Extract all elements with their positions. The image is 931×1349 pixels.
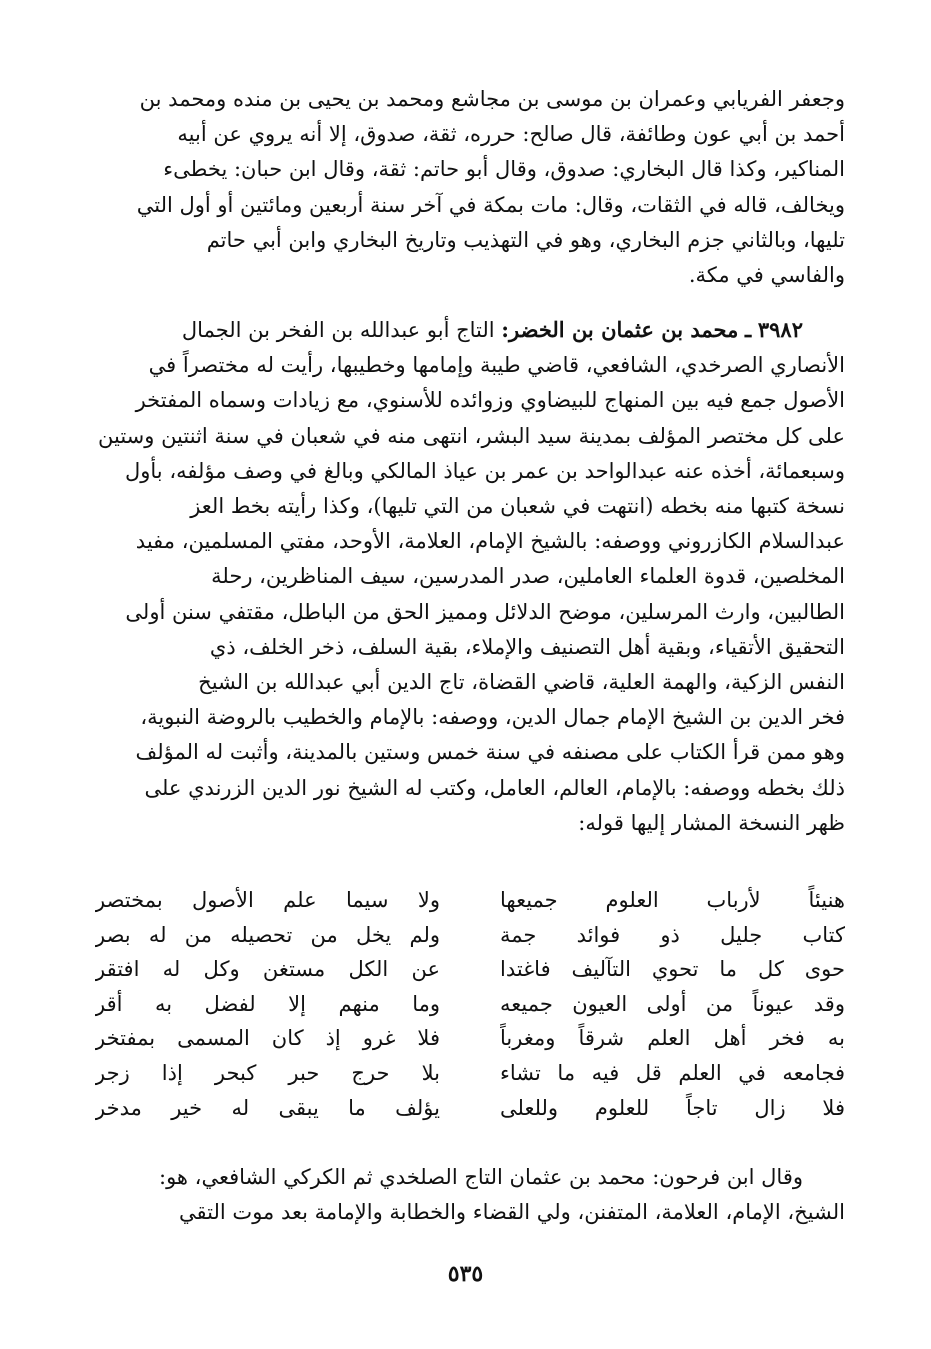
text-line: التحقيق الأتقياء، وبقية أهل التصنيف والإملاء، بقية السلف، ذخر الخلف، ذي bbox=[209, 634, 845, 659]
text-line: الطالبين، وارث المرسلين، موضح الدلائل ومميز الحق من الباطل، مقتفي سنن أولى bbox=[125, 599, 845, 624]
poem-left-column bbox=[95, 883, 440, 1125]
text-line: المناكير، وكذا قال البخاري: صدوق، وقال أبو حاتم: ثقة، وقال ابن حبان: يخطىء bbox=[163, 157, 845, 182]
text-line-content: وقال ابن فرحون: محمد بن عثمان التاج الصلخدي ثم الكركي الشافعي، هو: bbox=[159, 1165, 803, 1189]
text-line: ويخالف، قاله في الثقات، وقال: مات بمكة في آخر سنة أربعين ومائتين أو أول التي bbox=[136, 192, 845, 217]
page-number: ٥٣٥ bbox=[447, 1261, 484, 1287]
text-line: وهو ممن قرأ الكتاب على مصنفه في سنة خمس وستين بالمدينة، وأثبت له المؤلف bbox=[135, 740, 845, 765]
text-line: عبدالسلام الكازروني ووصفه: بالشيخ الإمام، العلامة، الأوحد، مفتي المسلمين، مفيد bbox=[135, 529, 845, 554]
poem bbox=[95, 883, 845, 1143]
hemistich: فلا زال تاجاً للعلوم وللعلى bbox=[500, 1095, 845, 1120]
hemistich: حوى كل ما تحوي التآليف فاغتدا bbox=[500, 957, 845, 982]
text-line: الشيخ، الإمام، العلامة، المتفنن، ولي القضاء والخطابة والإمامة بعد موت التقي bbox=[179, 1200, 845, 1225]
entry-number: ٣٩٨٢ bbox=[757, 317, 803, 342]
entry-first-line: التاج أبو عبدالله بن الفخر بن الجمال bbox=[181, 318, 495, 342]
hemistich: وما منهم إلا لفضل به أقر bbox=[95, 991, 440, 1016]
poem-right-column bbox=[500, 883, 845, 1125]
text-line: النفس الزكية، والهمة العلية، قاضي القضاة، تاج الدين أبي عبدالله بن الشيخ bbox=[198, 670, 845, 695]
hemistich: عن الكل مستغن وكل له افتقر bbox=[95, 957, 440, 982]
text-line: الأصول جمع فيه بين المنهاج للبيضاوي وزوائده للأسنوي، مع زيادات وسماه المفتخر bbox=[135, 388, 845, 413]
text-line bbox=[95, 1160, 845, 1195]
text-line: وجعفر الفريابي وعمران بن موسى بن مجاشع ومحمد بن يحيى بن منده ومحمد بن bbox=[139, 87, 845, 111]
entry-name: محمد بن عثمان بن الخضر: bbox=[501, 317, 739, 342]
paragraph-continuation bbox=[95, 82, 845, 293]
hemistich: ولم يخل من تحصيله من له بصر bbox=[95, 922, 440, 947]
entry-separator: ـ bbox=[745, 317, 752, 342]
text-line: الأنصاري الصرخدي، الشافعي، قاضي طيبة وإمامها وخطيبها، رأيت له مختصراً في bbox=[148, 353, 845, 378]
text-line: والفاسي في مكة. bbox=[688, 263, 845, 288]
biography-entry bbox=[95, 312, 845, 841]
text-line: ظهر النسخة المشار إليها قوله: bbox=[578, 810, 845, 835]
hemistich: وقد عيوناً من أولى العيون جميعه bbox=[500, 991, 845, 1016]
hemistich: فجامعه في العلم قل فيه ما تشاء bbox=[500, 1060, 845, 1085]
text-line: ذلك بخطه ووصفه: بالإمام، العالم، العامل، وكتب له الشيخ نور الدين الزرندي على bbox=[144, 775, 845, 800]
text-line: تليها، وبالثاني جزم البخاري، وهو في التهذيب وتاريخ البخاري وابن أبي حاتم bbox=[206, 227, 845, 252]
text-line: فخر الدين بن الشيخ الإمام جمال الدين، ووصفه: بالإمام والخطيب بالروضة النبوية، bbox=[140, 705, 845, 730]
hemistich: كتاب جليل ذو فوائد جمة bbox=[500, 922, 845, 947]
hemistich: به فخر أهل العلم شرقاً ومغرباً bbox=[500, 1026, 845, 1051]
text-line: المخلصين، قدوة العلماء العاملين، صدر المدرسين، سيف المناظرين، رحلة bbox=[211, 564, 845, 589]
hemistich: بلا حرج حبر كبحر إذا زجر bbox=[95, 1060, 440, 1085]
hemistich: فلا غرو إذ كان المسمى بمفتخر bbox=[95, 1026, 440, 1051]
text-line: أحمد بن أبي عون وطائفة، قال صالح: حرره، ثقة، صدوق، إلا أنه يروي عن أبيه bbox=[177, 122, 845, 147]
paragraph-ibn-farhun bbox=[95, 1160, 845, 1230]
hemistich: هنيئاً لأرباب العلوم جميعها bbox=[500, 888, 845, 912]
hemistich: ولا سيما علم الأصول بمختصر bbox=[95, 888, 440, 912]
text-line: نسخة كتبها منه بخطه (انتهت في شعبان من التي تليها)، وكذا رأيته بخط العز bbox=[190, 494, 845, 519]
text-line: على كل مختصر المؤلف بمدينة سيد البشر، انتهى منه في شعبان في سنة اثنتين وستين bbox=[98, 423, 845, 448]
text-line: وسبعمائة، أخذه عنه عبدالواحد بن عمر بن عياذ المالكي وبالغ في وصف مؤلفه، بأول bbox=[125, 458, 845, 483]
hemistich: يؤلف ما يبقى له خير مدخر bbox=[95, 1095, 440, 1120]
entry-heading-line bbox=[95, 312, 845, 348]
